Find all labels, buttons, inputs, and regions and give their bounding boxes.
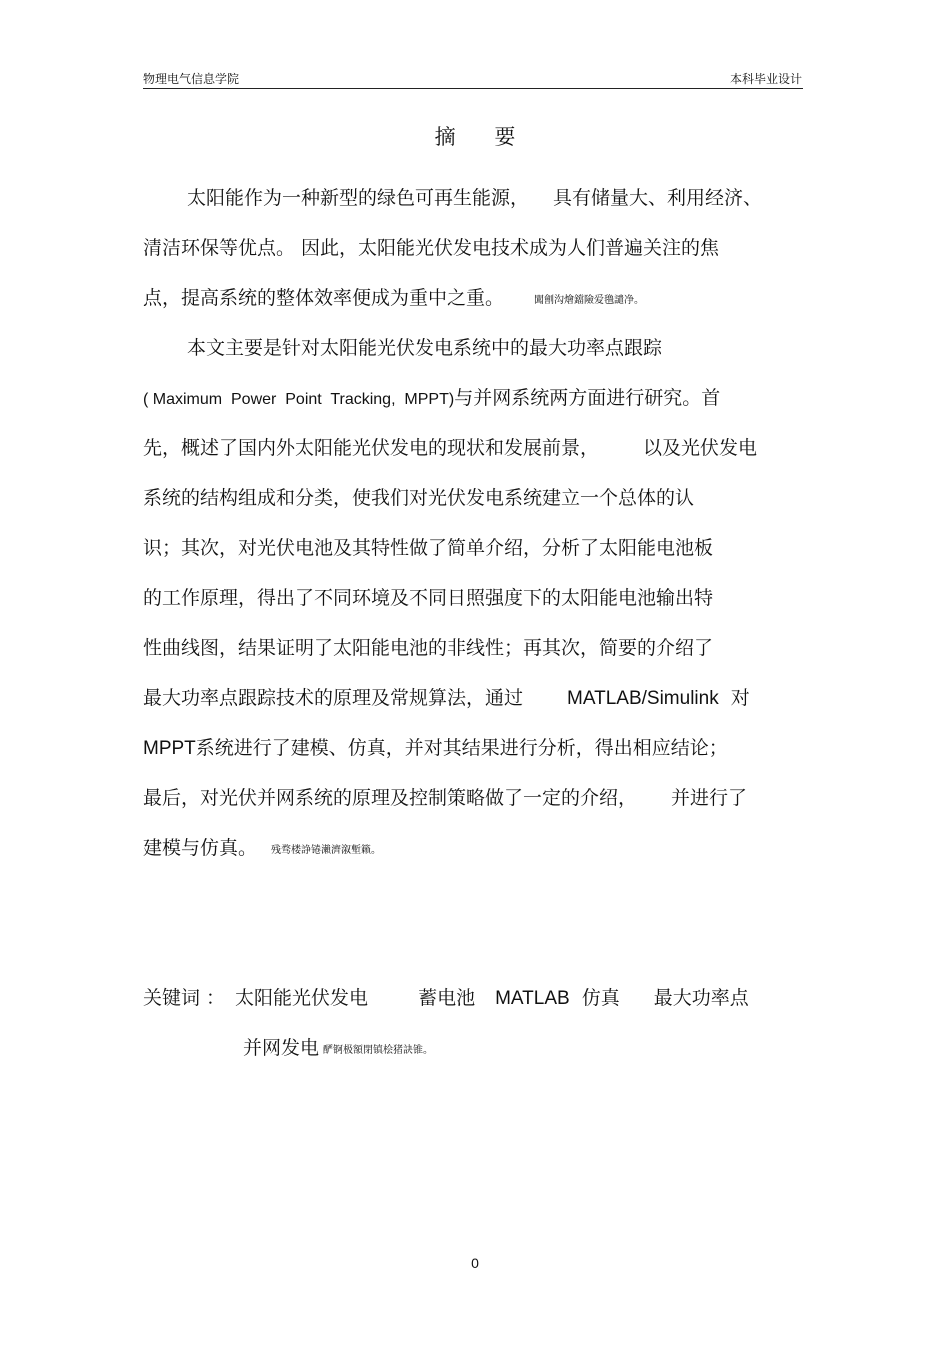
abstract-line-7: 系统的结构组成和分类，使我们对光伏发电系统建立一个总体的认 <box>143 487 695 509</box>
abstract-line-8: 识；其次，对光伏电池及其特性做了简单介绍，分析了太阳能电池板 <box>143 537 714 559</box>
text-run: 对 <box>730 687 750 709</box>
keywords-label: 关键词 ： <box>143 987 226 1009</box>
text-run: 具有储量大、利用经济、 <box>553 187 763 209</box>
noise-text: 酽锕极額閉镇桧猪訣锥。 <box>323 1045 434 1056</box>
header-thesis-type: 本科毕业设计 <box>729 72 802 86</box>
header-rule <box>143 88 803 89</box>
abstract-line-13 <box>143 784 747 812</box>
header-institution: 物理电气信息学院 <box>143 72 240 86</box>
text-run: 太阳能作为一种新型的绿色可再生能源， <box>187 187 530 209</box>
page-title: 摘 要 <box>434 125 532 149</box>
keyword: 蓄电池 <box>418 987 476 1009</box>
text-run: 与并网系统两方面进行研究。首 <box>454 387 721 409</box>
abstract-line-1 <box>187 184 762 212</box>
keyword: 最大功率点 <box>653 987 749 1009</box>
text-run: 最大功率点跟踪技术的原理及常规算法，通过 <box>143 687 524 709</box>
noise-text: 残骛楼諍锩瀨濟溆塹籟。 <box>271 845 382 856</box>
abstract-line-3 <box>143 284 644 312</box>
text-run: 并进行了 <box>671 787 748 809</box>
text-run: 点，提高系统的整体效率便成为重中之重。 <box>143 287 505 309</box>
keyword: MATLAB <box>495 988 570 1009</box>
abstract-line-4: 本文主要是针对太阳能光伏发电系统中的最大功率点跟踪 <box>187 337 663 359</box>
keywords-line-2 <box>243 1034 433 1062</box>
abstract-line-10: 性曲线图，结果证明了太阳能电池的非线性；再其次，简要的介绍了 <box>143 637 714 659</box>
abstract-line-5 <box>143 384 720 412</box>
page-number: 0 <box>471 1255 479 1271</box>
keyword: 仿真 <box>581 987 620 1009</box>
text-run: 以及光伏发电 <box>643 437 758 459</box>
noise-text: 闖劊沟燴鐺險爱氇譴净。 <box>534 295 645 306</box>
text-run: 建模与仿真。 <box>143 837 258 859</box>
text-run: 先，概述了国内外太阳能光伏发电的现状和发展前景， <box>143 437 600 459</box>
keywords-line-1 <box>143 984 749 1012</box>
text-run: 最后，对光伏并网系统的原理及控制策略做了一定的介绍， <box>143 787 638 809</box>
abstract-line-2: 清洁环保等优点。 因此，太阳能光伏发电技术成为人们普遍关注的焦 <box>143 237 720 259</box>
text-run: MATLAB/Simulink <box>567 688 719 709</box>
text-run: 系统进行了建模、仿真，并对其结果进行分析，得出相应结论； <box>195 737 728 759</box>
text-run: ( Maximum Power Point Tracking, MPPT) <box>143 391 455 408</box>
keyword: 并网发电 <box>243 1037 320 1059</box>
keyword: 太阳能光伏发电 <box>235 987 369 1009</box>
abstract-line-11 <box>143 684 750 712</box>
abstract-line-9: 的工作原理，得出了不同环境及不同日照强度下的太阳能电池输出特 <box>143 587 714 609</box>
abstract-line-14 <box>143 834 381 862</box>
abstract-line-6 <box>143 434 757 462</box>
text-run: MPPT <box>143 738 196 759</box>
abstract-line-12 <box>143 734 728 762</box>
